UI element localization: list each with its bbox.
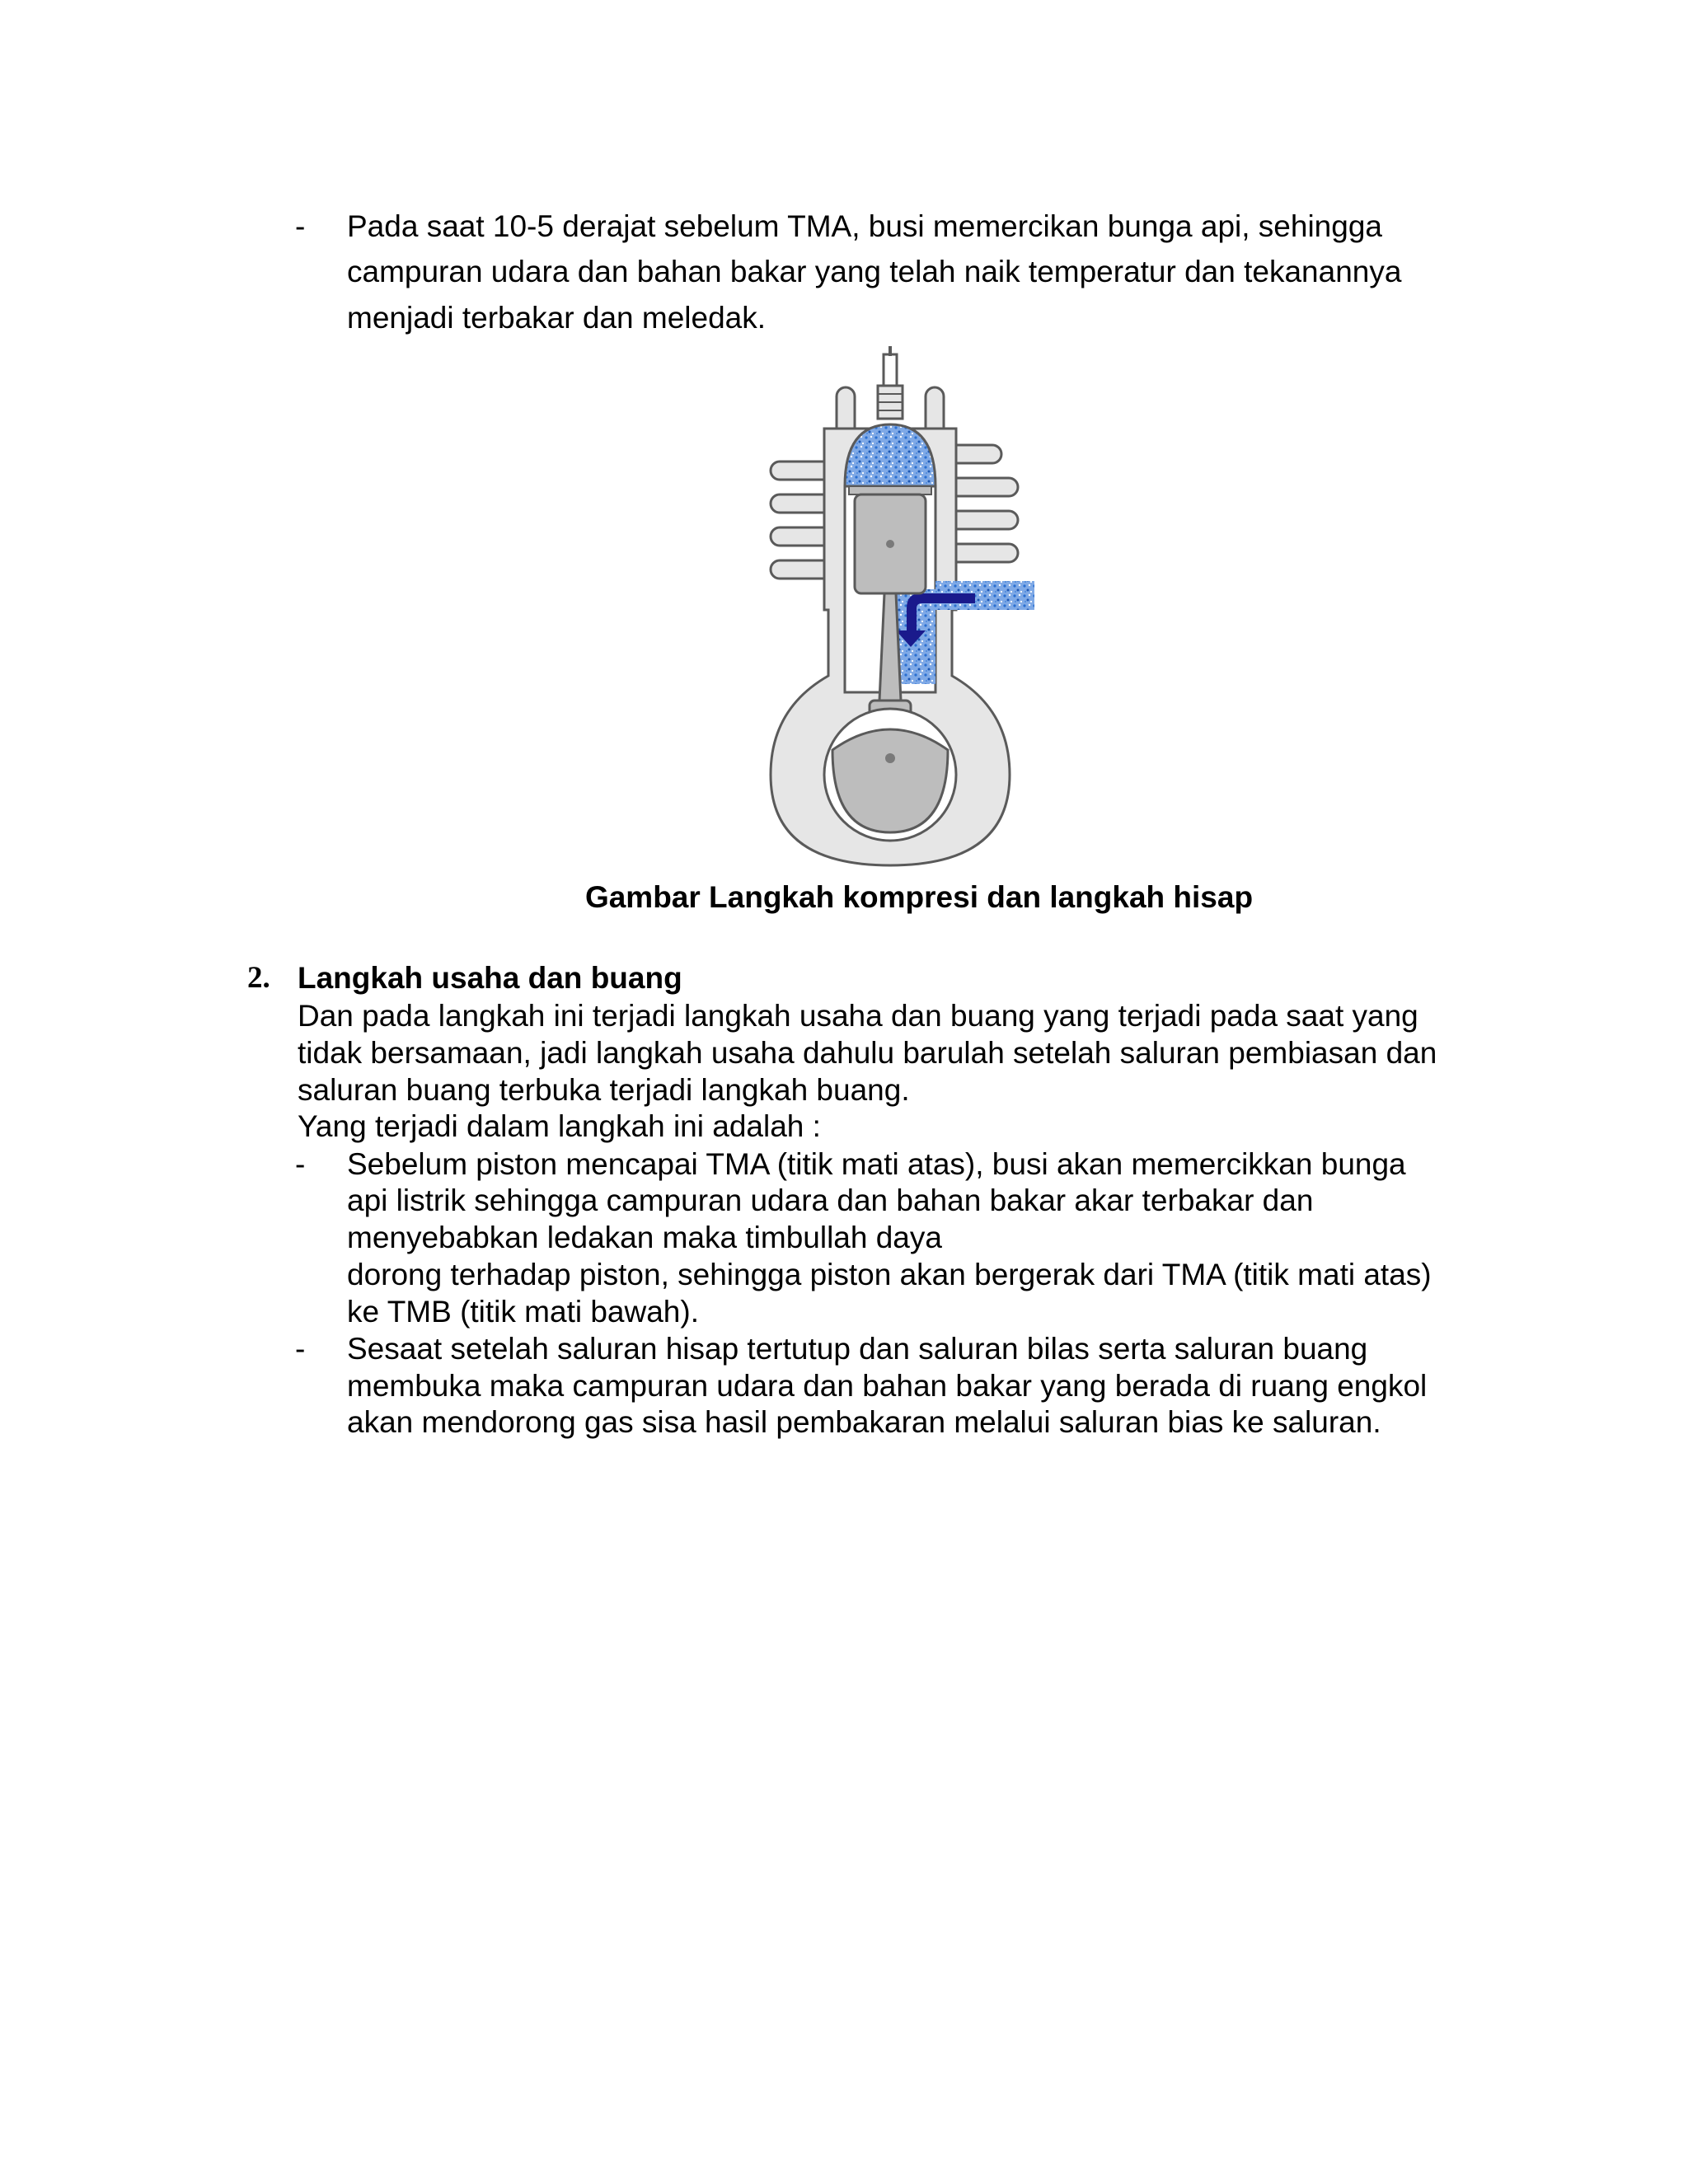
engine-cross-section-figure xyxy=(746,346,1051,874)
piston xyxy=(849,486,931,593)
bullet-1-line-4: dorong terhadap piston, sehingga piston akan bergerak dari TMA (titik mati atas) xyxy=(347,1258,1432,1291)
intro-bullet-dash: - xyxy=(295,209,306,243)
intro-bullet-line-3: menjadi terbakar dan meledak. xyxy=(347,301,767,335)
section-title: Langkah usaha dan buang xyxy=(298,961,682,995)
paragraph-line-2: tidak bersamaan, jadi langkah usaha dahulu barulah setelah saluran pembiasan dan xyxy=(298,1036,1437,1070)
bullet-1-line-1: Sebelum piston mencapai TMA (titik mati atas), busi akan memercikkan bunga xyxy=(347,1147,1406,1181)
connecting-rod xyxy=(879,593,901,701)
intro-bullet-line-2: campuran udara dan bahan bakar yang telah naik temperatur dan tekanannya xyxy=(347,255,1402,288)
bullet-1-dash: - xyxy=(295,1147,306,1181)
spark-plug xyxy=(878,346,903,419)
section-number: 2. xyxy=(247,961,270,995)
bullet-2-line-3: akan mendorong gas sisa hasil pembakaran melalui saluran bias ke saluran. xyxy=(347,1405,1381,1439)
paragraph-line-4: Yang terjadi dalam langkah ini adalah : xyxy=(298,1109,821,1143)
bullet-1-line-5: ke TMB (titik mati bawah). xyxy=(347,1295,699,1329)
paragraph-line-1: Dan pada langkah ini terjadi langkah usaha dan buang yang terjadi pada saat yang xyxy=(298,999,1418,1033)
bullet-1-line-2: api listrik sehingga campuran udara dan bahan bakar akar terbakar dan xyxy=(347,1183,1314,1217)
bullet-2-line-1: Sesaat setelah saluran hisap tertutup dan saluran bilas serta saluran buang xyxy=(347,1332,1368,1366)
crankshaft xyxy=(832,729,948,832)
intro-bullet-line-1: Pada saat 10-5 derajat sebelum TMA, busi memercikan bunga api, sehingga xyxy=(347,209,1382,243)
figure-caption: Gambar Langkah kompresi dan langkah hisap xyxy=(584,880,1254,914)
paragraph-line-3: saluran buang terbuka terjadi langkah buang. xyxy=(298,1073,910,1107)
bullet-2-dash: - xyxy=(295,1332,306,1366)
bullet-2-line-2: membuka maka campuran udara dan bahan bakar yang berada di ruang engkol xyxy=(347,1369,1428,1403)
bullet-1-line-3: menyebabkan ledakan maka timbullah daya xyxy=(347,1221,942,1254)
